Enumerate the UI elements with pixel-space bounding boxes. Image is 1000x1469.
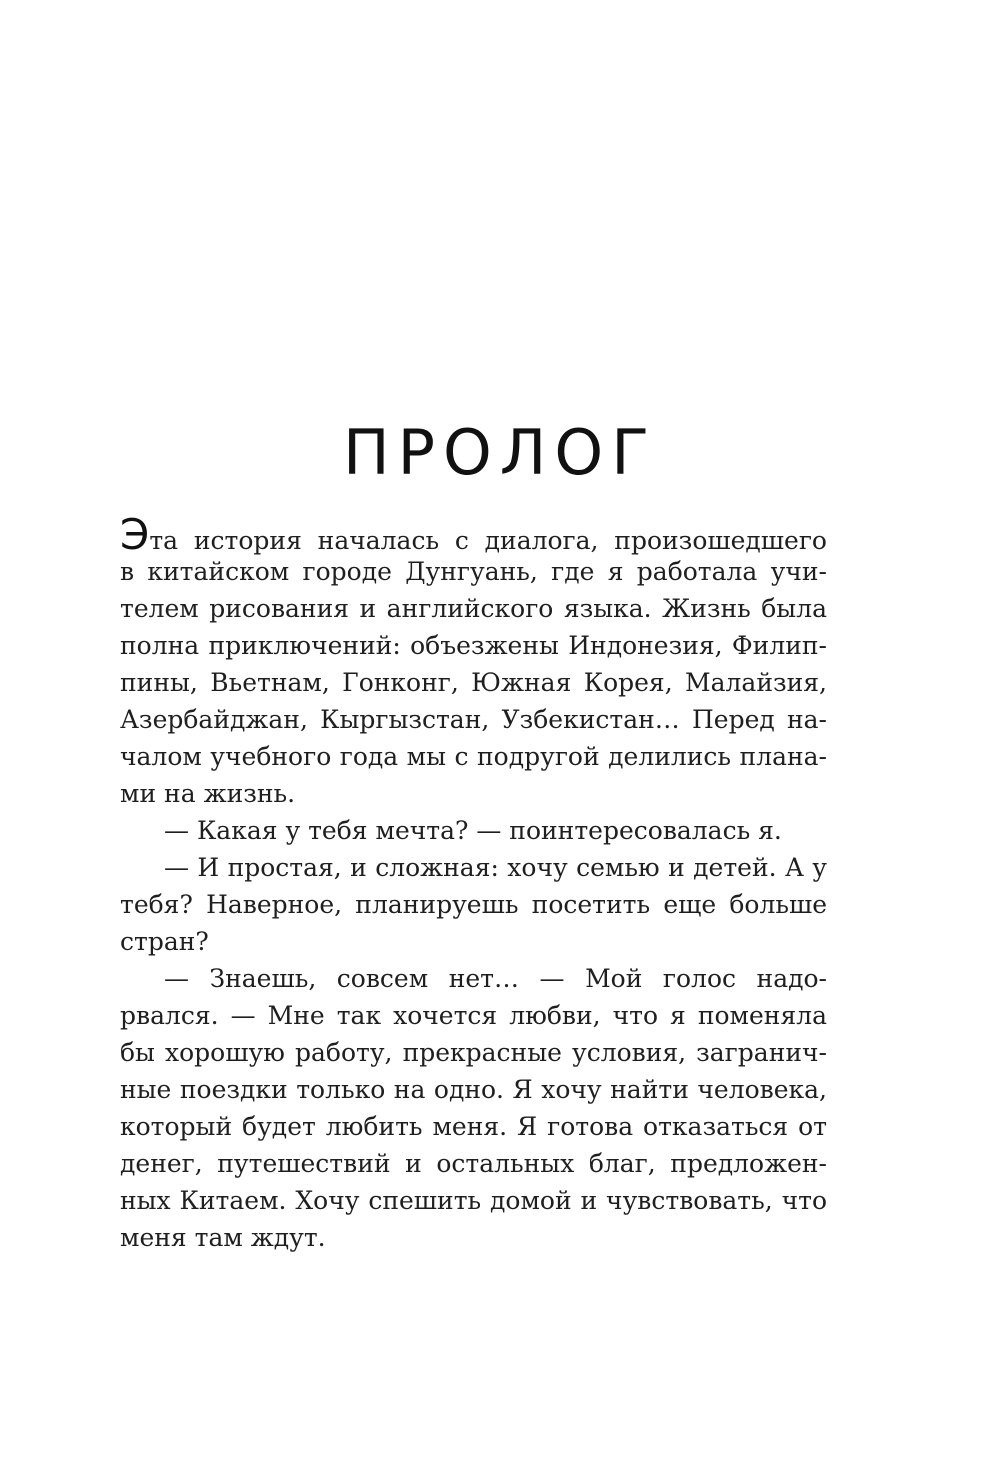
chapter-title: ПРОЛОГ [342, 416, 658, 489]
text-line [120, 510, 827, 559]
text-line: бы хорошую работу, прекрасные условия, загранич- [120, 1038, 827, 1067]
text-line-content: та история началась с диалога, произошедшего [149, 526, 827, 555]
text-line: в китайском городе Дунгуань, где я работала учи- [120, 557, 827, 586]
text-line: меня там ждут. [120, 1223, 326, 1252]
text-line: который будет любить меня. Я готова отказаться от [120, 1112, 827, 1141]
text-line: телем рисования и английского языка. Жизнь была [120, 594, 827, 623]
text-line: рвался. — Мне так хочется любви, что я поменяла [120, 1001, 827, 1030]
text-line: Азербайджан, Кыргызстан, Узбекистан… Перед на- [120, 705, 827, 734]
dialogue-line: — И простая, и сложная: хочу семью и детей. А у [164, 853, 827, 882]
text-line: ми на жизнь. [120, 779, 296, 808]
text-line: полна приключений: объезжены Индонезия, Филип- [120, 631, 827, 660]
text-line: стран? [120, 927, 209, 956]
dialogue-line: — Знаешь, совсем нет… — Мой голос надо- [164, 964, 827, 993]
text-line: чалом учебного года мы с подругой делились плана- [120, 742, 827, 771]
dialogue-line: — Какая у тебя мечта? — поинтересовалась я. [164, 816, 782, 845]
text-line: тебя? Наверное, планируешь посетить еще больше [120, 890, 827, 919]
body-text [120, 510, 827, 1256]
text-line: денег, путешествий и остальных благ, предложен- [120, 1149, 827, 1178]
drop-cap: Э [120, 510, 150, 559]
text-line: ные поездки только на одно. Я хочу найти человека, [120, 1075, 827, 1104]
text-line: пины, Вьетнам, Гонконг, Южная Корея, Малайзия, [120, 668, 827, 697]
text-line: ных Китаем. Хочу спешить домой и чувствовать, что [120, 1186, 827, 1215]
